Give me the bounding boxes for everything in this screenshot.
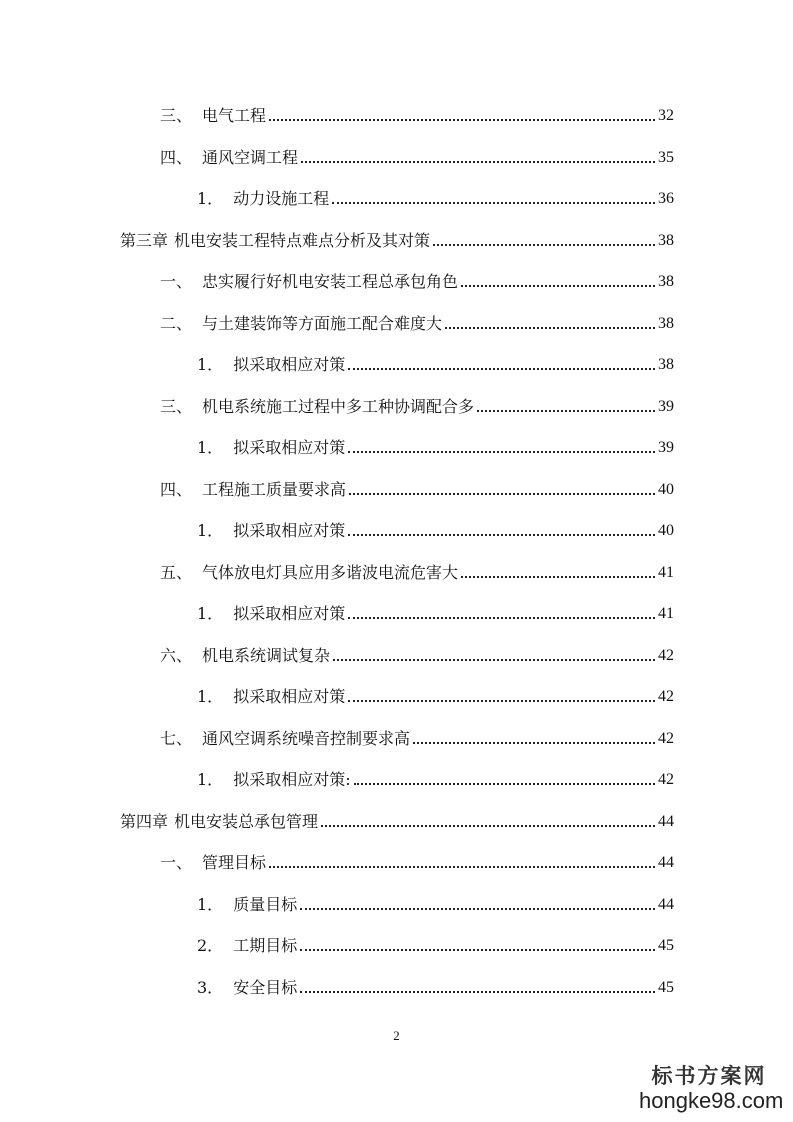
toc-entry-title: 安全目标 <box>233 978 298 997</box>
toc-entry-number: 四、 <box>160 148 193 167</box>
toc-entry-number: 1． <box>197 189 224 208</box>
toc-entry-page: 39 <box>658 398 674 415</box>
toc-entry-title: 机电安装总承包管理 <box>174 812 319 831</box>
toc-entry-page: 41 <box>658 564 674 581</box>
toc-entry-title: 管理目标 <box>202 853 267 872</box>
toc-dot-leader <box>300 991 655 993</box>
toc-entry-number: 五、 <box>160 563 193 582</box>
toc-entry[interactable] <box>197 762 674 790</box>
toc-entry-title: 机电系统调试复杂 <box>202 646 331 665</box>
toc-entry-title: 拟采取相应对策 <box>233 604 346 623</box>
toc-dot-leader <box>348 451 655 453</box>
toc-entry-number: 1． <box>197 895 224 914</box>
toc-entry-number: 一、 <box>160 272 193 291</box>
toc-entry-page: 45 <box>658 937 674 954</box>
toc-entry[interactable] <box>197 347 674 375</box>
toc-dot-leader <box>354 783 655 785</box>
watermark-site-name: 标书方案网 <box>651 1064 767 1088</box>
toc-entry[interactable] <box>160 845 674 873</box>
toc-entry-page: 38 <box>658 232 674 249</box>
toc-entry-page: 42 <box>658 771 674 788</box>
toc-entry[interactable] <box>197 181 674 209</box>
toc-dot-leader <box>300 908 655 910</box>
page-number: 2 <box>393 1028 400 1043</box>
toc-entry-page: 36 <box>658 190 674 207</box>
toc-entry-title: 忠实履行好机电安装工程总承包角色 <box>202 272 459 291</box>
toc-dot-leader <box>269 119 655 121</box>
toc-entry-page: 40 <box>658 522 674 539</box>
toc-entry-page: 44 <box>658 854 674 871</box>
toc-entry-number: 1． <box>197 687 224 706</box>
toc-entry-title: 动力设施工程 <box>233 189 330 208</box>
toc-dot-leader <box>477 410 655 412</box>
toc-dot-leader <box>332 202 655 204</box>
toc-dot-leader <box>461 285 655 287</box>
toc-entry-title: 工程施工质量要求高 <box>202 480 347 499</box>
toc-entry-page: 38 <box>658 356 674 373</box>
toc-entry-title: 机电安装工程特点难点分析及其对策 <box>174 231 431 250</box>
toc-entry-page: 44 <box>658 813 674 830</box>
toc-entry[interactable] <box>160 721 674 749</box>
toc-entry-page: 32 <box>658 107 674 124</box>
toc-entry-number: 一、 <box>160 853 193 872</box>
toc-entry-page: 45 <box>658 979 674 996</box>
toc-dot-leader <box>348 700 655 702</box>
toc-entry[interactable] <box>160 98 674 126</box>
toc-entry[interactable] <box>197 430 674 458</box>
toc-dot-leader <box>321 825 655 827</box>
watermark-url: hongke98.com <box>639 1088 784 1113</box>
toc-entry-title: 与土建装饰等方面施工配合难度大 <box>202 314 443 333</box>
toc-entry-title: 通风空调工程 <box>202 148 299 167</box>
toc-entry-page: 44 <box>658 896 674 913</box>
toc-entry-page: 42 <box>658 688 674 705</box>
toc-dot-leader <box>461 576 655 578</box>
toc-dot-leader <box>269 866 655 868</box>
toc-entry-page: 38 <box>658 273 674 290</box>
toc-dot-leader <box>300 949 655 951</box>
toc-entry[interactable] <box>160 264 674 292</box>
toc-entry-title: 气体放电灯具应用多谐波电流危害大 <box>202 563 459 582</box>
toc-dot-leader <box>348 368 655 370</box>
toc-entry-number: 3． <box>197 978 224 997</box>
toc-entry-title: 电气工程 <box>202 106 267 125</box>
toc-entry[interactable] <box>160 140 674 168</box>
toc-entry[interactable] <box>160 638 674 666</box>
toc-dot-leader <box>301 161 655 163</box>
toc-entry-title: 拟采取相应对策 <box>233 687 346 706</box>
toc-entry-title: 拟采取相应对策 <box>233 521 346 540</box>
toc-entry[interactable] <box>160 389 674 417</box>
toc-entry[interactable] <box>197 970 674 998</box>
toc-entry-title: 质量目标 <box>233 895 298 914</box>
toc-entry-number: 1． <box>197 770 224 789</box>
toc-entry-page: 41 <box>658 605 674 622</box>
toc-entry[interactable] <box>197 679 674 707</box>
toc-entry-number: 三、 <box>160 106 193 125</box>
toc-entry-number: 第四章 <box>120 812 169 831</box>
toc-dot-leader <box>413 742 655 744</box>
toc-entry[interactable] <box>197 887 674 915</box>
toc-entry-number: 七、 <box>160 729 193 748</box>
toc-dot-leader <box>445 327 655 329</box>
toc-entry-title: 机电系统施工过程中多工种协调配合多 <box>202 397 475 416</box>
toc-entry-page: 38 <box>658 315 674 332</box>
toc-entry-title: 工期目标 <box>233 936 298 955</box>
watermark <box>639 1064 784 1114</box>
toc-entry-number: 1． <box>197 438 224 457</box>
toc-entry[interactable] <box>197 596 674 624</box>
toc-entry-title: 拟采取相应对策 <box>233 438 346 457</box>
toc-entry-page: 40 <box>658 481 674 498</box>
toc-entry-number: 二、 <box>160 314 193 333</box>
toc-dot-leader <box>348 617 655 619</box>
toc-entry-title: 通风空调系统噪音控制要求高 <box>202 729 411 748</box>
toc-entry[interactable] <box>120 804 674 832</box>
toc-entry[interactable] <box>160 555 674 583</box>
toc-entry-number: 1． <box>197 604 224 623</box>
toc-entry[interactable] <box>120 223 674 251</box>
toc-entry-number: 六、 <box>160 646 193 665</box>
toc-entry[interactable] <box>160 306 674 334</box>
toc-entry[interactable] <box>197 513 674 541</box>
toc-entry-page: 39 <box>658 439 674 456</box>
toc-dot-leader <box>433 244 655 246</box>
toc-entry-number: 1． <box>197 521 224 540</box>
toc-entry-number: 2． <box>197 936 224 955</box>
toc-entry-number: 四、 <box>160 480 193 499</box>
toc-entry-title: 拟采取相应对策 <box>233 355 346 374</box>
toc-entry-number: 三、 <box>160 397 193 416</box>
toc-dot-leader <box>348 534 655 536</box>
toc-entry-number: 1． <box>197 355 224 374</box>
toc-dot-leader <box>333 659 655 661</box>
toc-entry-page: 42 <box>658 647 674 664</box>
toc-entry-page: 42 <box>658 730 674 747</box>
toc-entry-number: 第三章 <box>120 231 169 250</box>
toc-entry[interactable] <box>160 472 674 500</box>
toc-dot-leader <box>349 493 655 495</box>
toc-entry[interactable] <box>197 928 674 956</box>
toc-entry-page: 35 <box>658 149 674 166</box>
toc-entry-title: 拟采取相应对策: <box>233 770 351 789</box>
